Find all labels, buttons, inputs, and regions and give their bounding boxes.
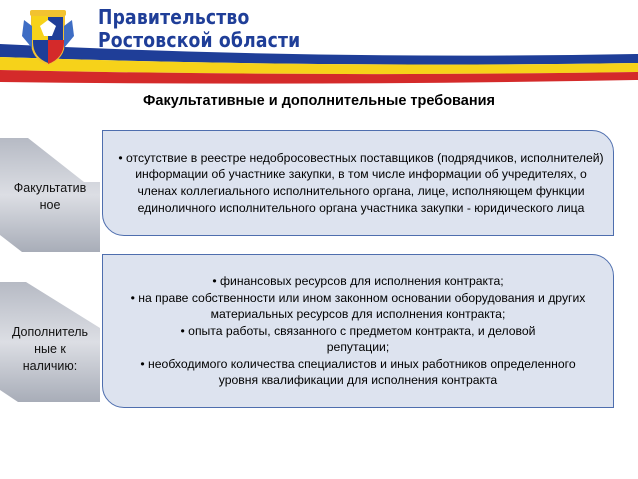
additional-requirement-item: • на праве собственности или ином законном основании оборудования и других материальных ресурсов для исполнения контракта; xyxy=(130,290,586,322)
additional-label-line3: наличию: xyxy=(22,359,78,373)
additional-label-line1: Дополнитель xyxy=(11,325,89,339)
additional-requirement-item: • опыта работы, связанного с предметом контракта, и деловой репутации; xyxy=(180,323,536,355)
government-title xyxy=(98,6,300,52)
additional-requirements-box xyxy=(102,254,614,408)
additional-requirement-item: • необходимого количества специалистов и иных работников определенного уровня квалификации для исполнения контракта xyxy=(140,356,576,388)
additional-label xyxy=(0,324,100,375)
flag-stripes xyxy=(0,0,638,90)
coat-of-arms-icon xyxy=(18,6,78,68)
optional-requirement-item: • отсутствие в реестре недобросовестных поставщиков (подрядчиков, исполнителей) информации об участнике закупки, в том числе информации об учредителях, о членах коллегиального исполнительного органа, лице, исполняющем функции единоличного исполнительного органа участника закупки - юридического лица xyxy=(118,150,604,215)
additional-label-line2: ные к xyxy=(34,342,66,356)
government-title-line1: Правительство xyxy=(98,5,250,29)
optional-requirements-box xyxy=(102,130,614,236)
slide-title: Факультативные и дополнительные требования xyxy=(143,93,495,109)
optional-label-line1: Факультатив xyxy=(13,181,87,195)
additional-requirement-item: • финансовых ресурсов для исполнения контракта; xyxy=(212,273,504,288)
optional-label xyxy=(0,180,100,214)
government-title-line2: Ростовской области xyxy=(98,28,301,52)
header-banner xyxy=(0,0,638,90)
optional-label-line2: ное xyxy=(39,198,61,212)
